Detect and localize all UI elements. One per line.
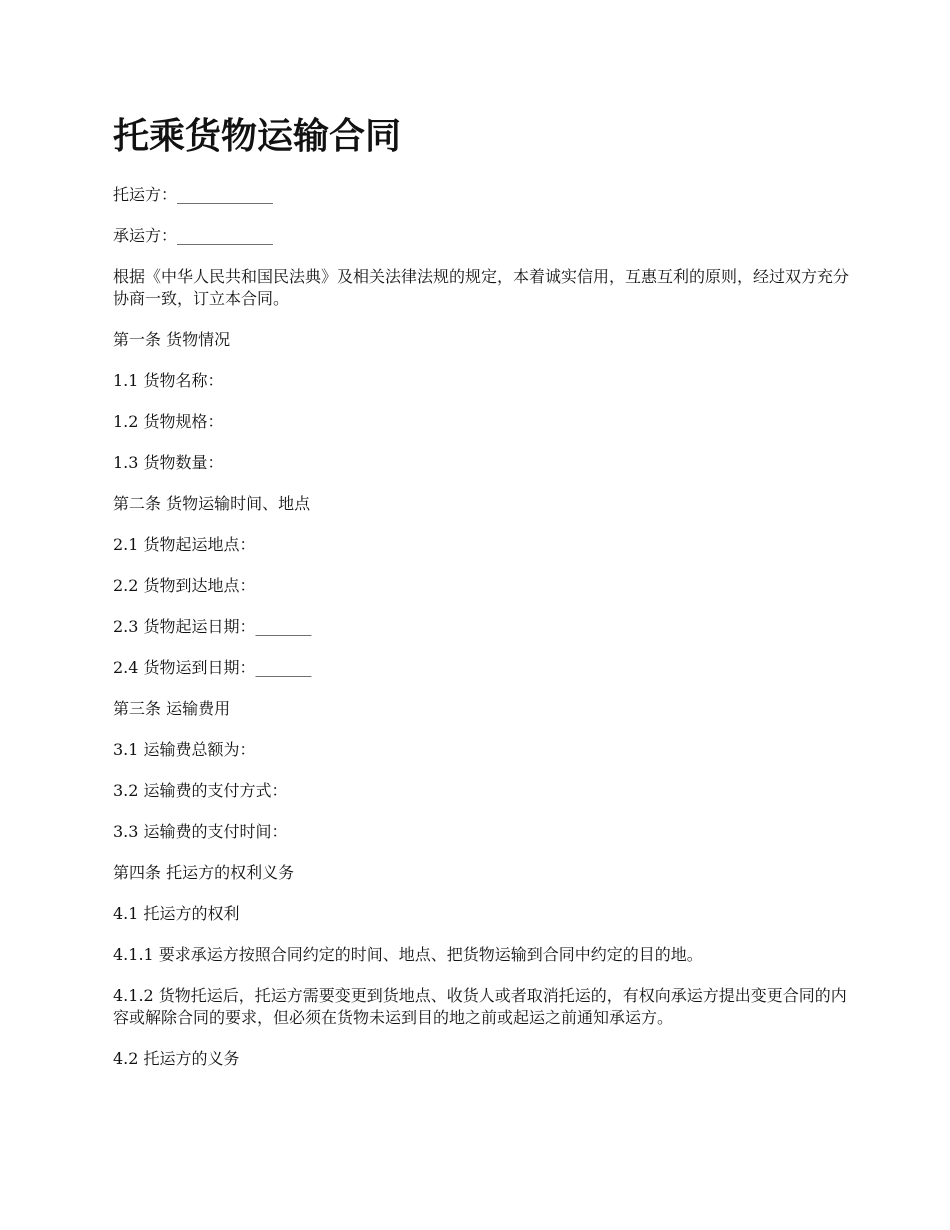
clause-1-1: 1.1 货物名称：: [113, 371, 224, 390]
preamble-paragraph: 根据《中华人民共和国民法典》及相关法律法规的规定，本着诚实信用，互惠互利的原则，经过双方充分协商一致，订立本合同。: [113, 267, 850, 308]
clause-3-2: 3.2 运输费的支付方式：: [113, 781, 288, 800]
clause-3-3: 3.3 运输费的支付时间：: [113, 822, 288, 841]
clause-4-2: 4.2 托运方的义务: [113, 1049, 240, 1068]
clause-2-1: 2.1 货物起运地点：: [113, 535, 256, 554]
document-title: 托乘货物运输合同: [113, 115, 402, 157]
article-2-heading: 第二条 货物运输时间、地点: [113, 494, 311, 513]
clause-4-1: 4.1 托运方的权利: [113, 904, 240, 923]
clause-1-2: 1.2 货物规格：: [113, 412, 224, 431]
clause-4-1-1: 4.1.1 要求承运方按照合同约定的时间、地点、把货物运输到合同中约定的目的地。: [113, 945, 703, 964]
article-1-heading: 第一条 货物情况: [113, 330, 231, 349]
clause-1-3: 1.3 货物数量：: [113, 453, 224, 472]
carrier-line: 承运方：____________: [113, 226, 274, 245]
clause-4-1-2: 4.1.2 货物托运后，托运方需要变更到货地点、收货人或者取消托运的，有权向承运方提出变更合同的内容或解除合同的要求，但必须在货物未运到目的地之前或起运之前通知承运方。: [113, 986, 847, 1027]
document-page: [113, 112, 858, 1089]
article-3-heading: 第三条 运输费用: [113, 699, 231, 718]
clause-2-2: 2.2 货物到达地点：: [113, 576, 256, 595]
article-4-heading: 第四条 托运方的权利义务: [113, 863, 295, 882]
clause-2-3: 2.3 货物起运日期：_______: [113, 617, 312, 636]
clause-2-4: 2.4 货物运到日期：_______: [113, 658, 312, 677]
shipper-line: 托运方：____________: [113, 185, 274, 204]
clause-3-1: 3.1 运输费总额为：: [113, 740, 256, 759]
